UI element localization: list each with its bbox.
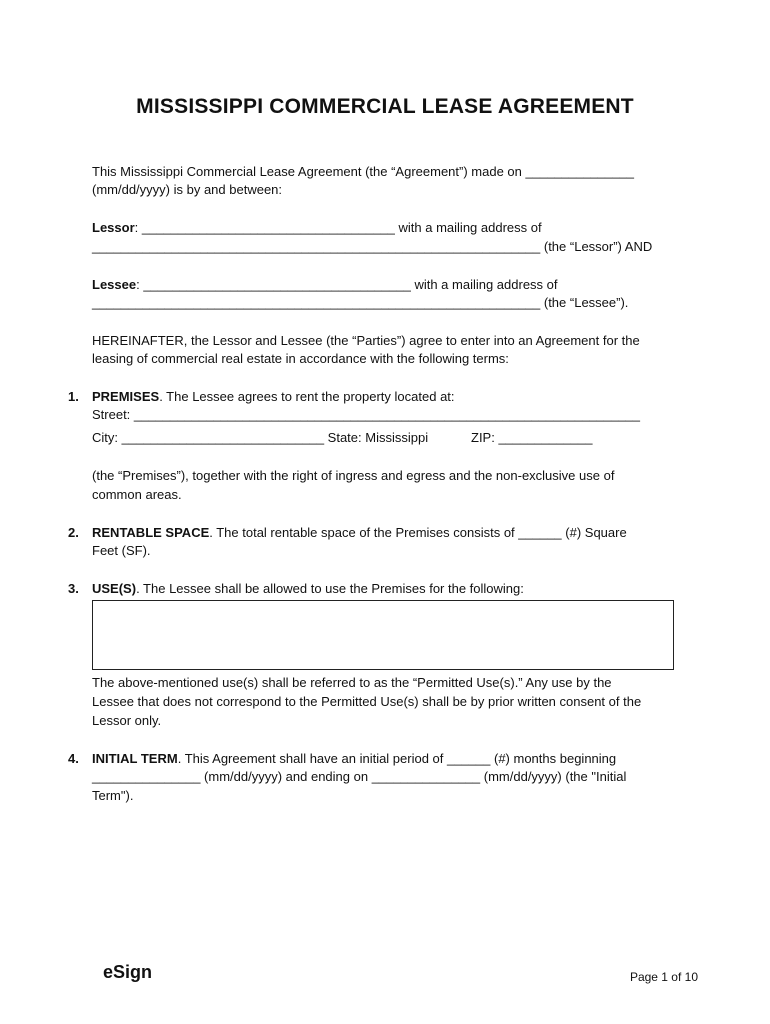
lessee-line-1 xyxy=(92,276,558,294)
lessor-line-1 xyxy=(92,219,542,237)
street-field[interactable]: Street: ______________________________________________________________________ xyxy=(92,407,641,422)
hereinafter-line-1: HEREINAFTER, the Lessor and Lessee (the “Parties”) agree to enter into an Agreement for the xyxy=(92,333,640,348)
section-2-text[interactable]: . The total rentable space of the Premises consists of ______ (#) Square xyxy=(209,525,627,540)
lessor-address-line[interactable]: ______________________________________________________________ (the “Lessor”) AND xyxy=(92,239,653,254)
zip-field[interactable]: ZIP: _____________ xyxy=(471,430,593,445)
section-2-line-2: Feet (SF). xyxy=(92,543,151,558)
document-title: MISSISSIPPI COMMERCIAL LEASE AGREEMENT xyxy=(136,95,634,118)
section-3-after-line-1: The above-mentioned use(s) shall be referred to as the “Permitted Use(s).” Any use by the xyxy=(92,675,612,690)
lessee-label: Lessee xyxy=(92,277,137,292)
section-3-after-line-3: Lessor only. xyxy=(92,713,162,728)
section-2-number: 2. xyxy=(68,525,79,540)
premises-line-2: common areas. xyxy=(92,487,182,502)
section-1-text: . The Lessee agrees to rent the property located at: xyxy=(159,389,455,404)
section-4-line-3: Term"). xyxy=(92,788,134,803)
lessee-address-line[interactable]: ______________________________________________________________ (the “Lessee”). xyxy=(92,295,629,310)
section-3-after-line-2: Lessee that does not correspond to the Permitted Use(s) shall be by prior written consent of the xyxy=(92,694,642,709)
section-3-heading: USE(S) xyxy=(92,581,137,596)
section-3-number: 3. xyxy=(68,581,79,596)
section-3-text: . The Lessee shall be allowed to use the Premises for the following: xyxy=(136,581,524,596)
page-number: Page 1 of 10 xyxy=(629,970,698,984)
lessor-name-blank[interactable]: : ___________________________________ with a mailing address of xyxy=(134,220,542,235)
section-4-line-2[interactable]: _______________ (mm/dd/yyyy) and ending on _______________ (mm/dd/yyyy) (the "Initial xyxy=(92,769,627,784)
section-1-number: 1. xyxy=(68,389,79,404)
premises-line-1: (the “Premises”), together with the right of ingress and egress and the non-exclusive use of xyxy=(92,468,615,483)
section-1-heading-line xyxy=(92,388,455,406)
lessor-label: Lessor xyxy=(92,220,135,235)
section-4-text[interactable]: . This Agreement shall have an initial period of ______ (#) months beginning xyxy=(177,751,617,766)
section-2-heading-line xyxy=(92,524,627,542)
section-4-number: 4. xyxy=(68,751,79,766)
section-1-heading: PREMISES xyxy=(92,389,160,404)
section-4-heading: INITIAL TERM xyxy=(92,751,178,766)
hereinafter-line-2: leasing of commercial real estate in accordance with the following terms: xyxy=(92,351,509,366)
intro-line-2: (mm/dd/yyyy) is by and between: xyxy=(92,182,283,197)
section-2-heading: RENTABLE SPACE xyxy=(92,525,210,540)
permitted-uses-textbox[interactable] xyxy=(92,600,674,670)
lessee-name-blank[interactable]: : _____________________________________ with a mailing address of xyxy=(136,277,558,292)
section-3-heading-line xyxy=(92,580,524,598)
intro-line-1: This Mississippi Commercial Lease Agreement (the “Agreement”) made on _______________ xyxy=(92,164,634,179)
city-state-field[interactable]: City: ____________________________ State: Mississippi xyxy=(92,430,429,445)
section-4-heading-line xyxy=(92,750,616,768)
esign-logo: eSign xyxy=(103,962,153,982)
